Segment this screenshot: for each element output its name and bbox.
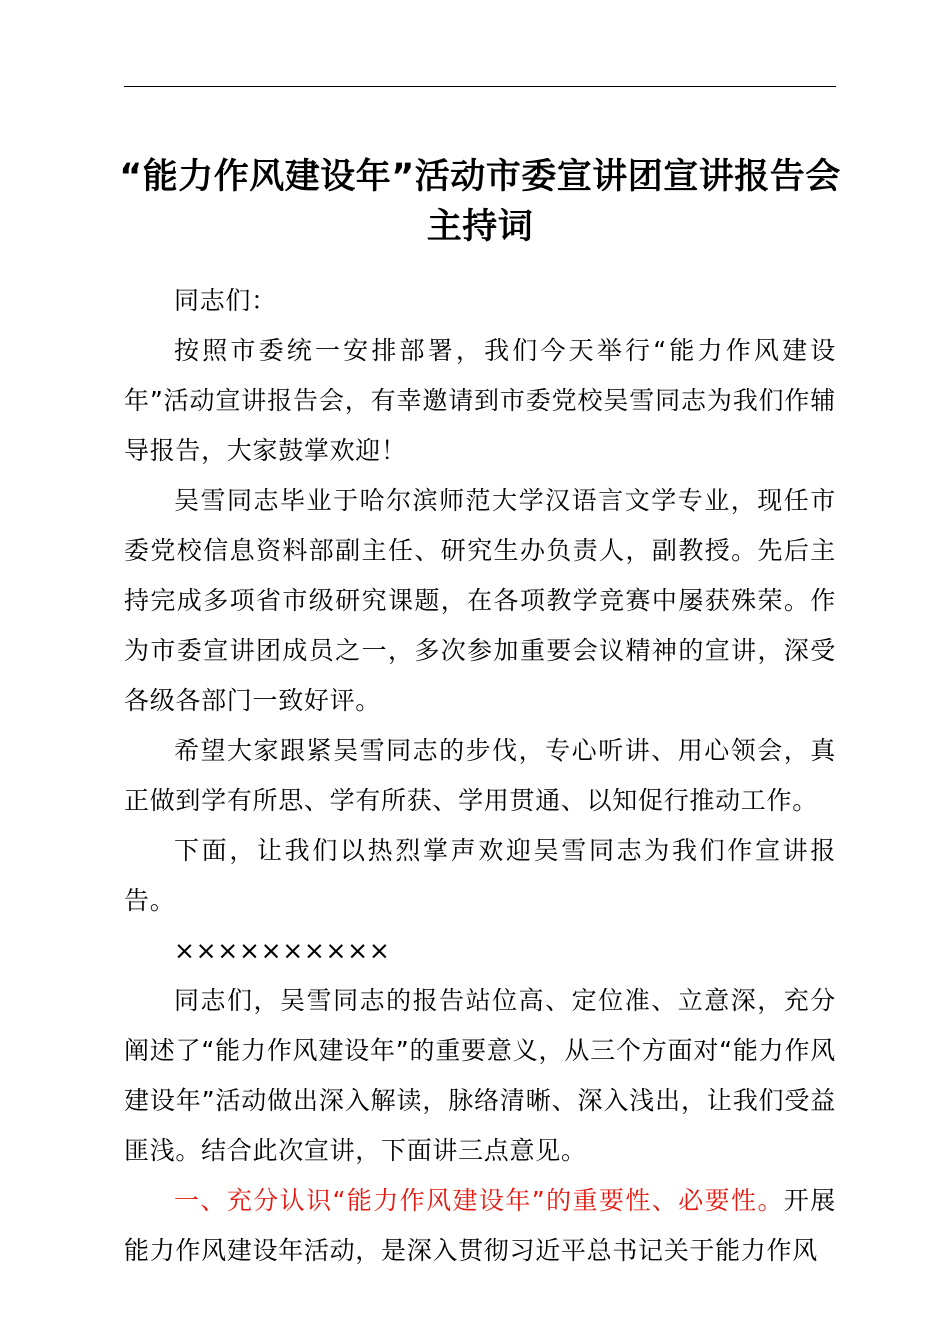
title-line-1: “能力作风建设年”活动市委宣讲团宣讲报告会	[119, 157, 841, 197]
paragraph-speaker-intro: 吴雪同志毕业于哈尔滨师范大学汉语言文学专业，现任市委党校信息资料部副主任、研究生办负责人，副教授。先后主持完成多项省市级研究课题，在各项教学竞赛中屡获殊荣。作为市委宣讲团成员之一，多次参加重要会议精神的宣讲，深受各级各部门一致好评。	[124, 486, 836, 715]
section-1-heading: 一、充分认识“能力作风建设年”的重要性、必要性。	[174, 1186, 784, 1215]
paragraph-welcome: 下面，让我们以热烈掌声欢迎吴雪同志为我们作宣讲报告。	[124, 836, 836, 915]
paragraph-summary: 同志们，吴雪同志的报告站位高、定位准、立意深，充分阐述了“能力作风建设年”的重要意义，从三个方面对“能力作风建设年”活动做出深入解读，脉络清晰、深入浅出，让我们受益匪浅。结合此次宣讲，下面讲三点意见。	[124, 986, 836, 1165]
salutation: 同志们：	[174, 286, 277, 315]
paragraph-expectation: 希望大家跟紧吴雪同志的步伐，专心听讲、用心领会，真正做到学有所思、学有所获、学用贯通、以知促行推动工作。	[124, 736, 836, 815]
document-title	[100, 152, 860, 252]
header-rule	[124, 86, 836, 87]
placeholder-separator: ××××××××××	[174, 936, 391, 965]
section-1-paragraph	[124, 1176, 836, 1276]
paragraph-opening: 按照市委统一安排部署，我们今天举行“能力作风建设年”活动宣讲报告会，有幸邀请到市委党校吴雪同志为我们作辅导报告，大家鼓掌欢迎！	[124, 336, 836, 465]
section-1-text: 开展能力作风建设年活动，是深入贯彻习近平总书记关于能力作风	[124, 1186, 836, 1265]
title-line-2: 主持词	[426, 207, 534, 247]
document-body	[124, 276, 836, 1276]
